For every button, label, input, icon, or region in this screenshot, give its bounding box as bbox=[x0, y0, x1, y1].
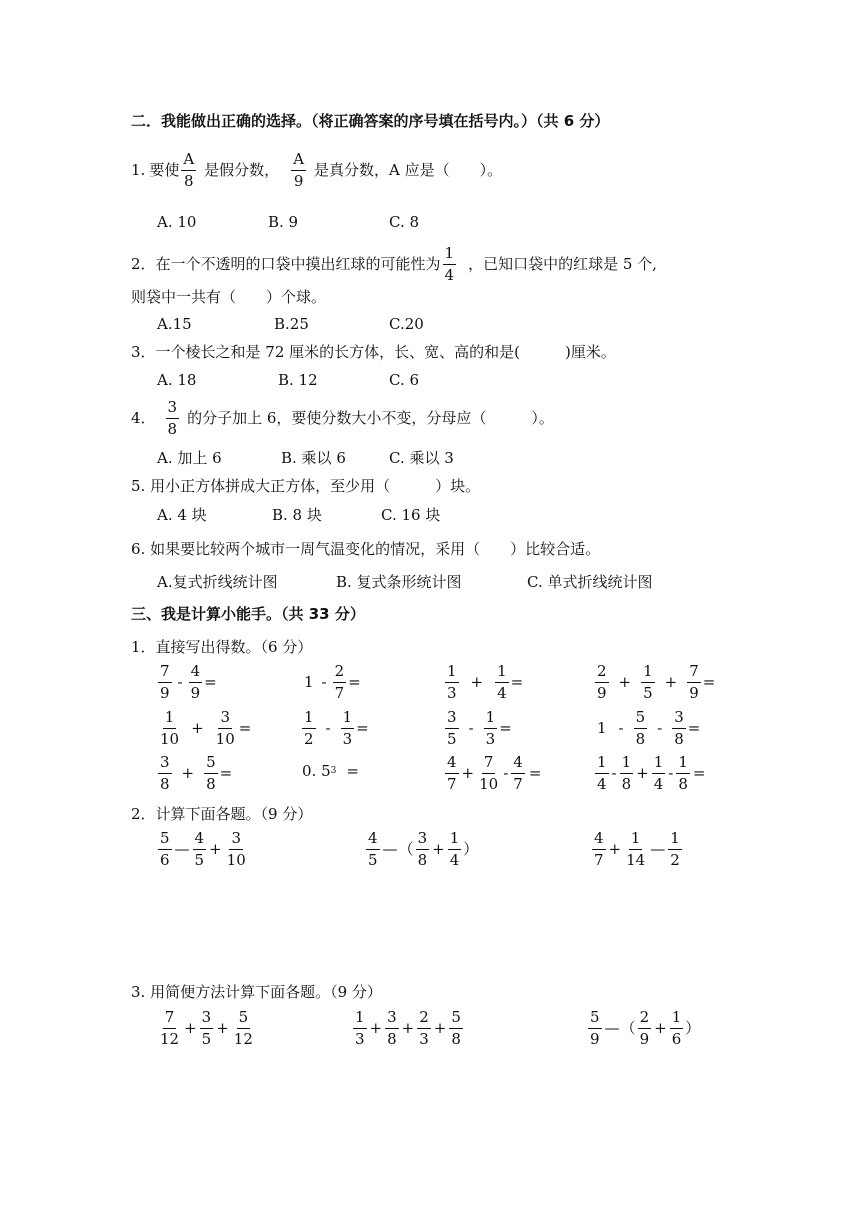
fraction-denominator: 8 bbox=[674, 729, 684, 748]
q3-option-a: A. 18 bbox=[157, 371, 197, 389]
fraction bbox=[158, 664, 172, 702]
fraction-numerator: 5 bbox=[158, 831, 172, 850]
math-operator: + bbox=[433, 1019, 447, 1038]
fraction-denominator: 8 bbox=[167, 419, 178, 438]
math-operator: - bbox=[468, 719, 474, 738]
math-operator: 1 bbox=[597, 719, 607, 738]
math-operator: = bbox=[348, 673, 361, 692]
fraction bbox=[158, 1010, 181, 1048]
fraction-denominator: 10 bbox=[160, 729, 180, 748]
fraction-denominator: 10 bbox=[215, 729, 235, 748]
question-2-line-2: 则袋中一共有（ ）个球。 bbox=[131, 288, 327, 306]
fraction-numerator: 3 bbox=[416, 831, 430, 850]
math-operator: + bbox=[654, 1019, 667, 1038]
math-operator: + bbox=[401, 1019, 415, 1038]
fraction-numerator: 1 bbox=[676, 755, 690, 774]
fraction bbox=[200, 1010, 214, 1048]
fraction-numerator: 1 bbox=[652, 755, 666, 774]
fraction-denominator: 8 bbox=[678, 774, 688, 793]
fraction-numerator: 1 bbox=[495, 664, 509, 683]
math-operator: + bbox=[618, 673, 632, 692]
q1-option-c: C. 8 bbox=[389, 213, 420, 231]
q5-option-a: A. 4 块 bbox=[157, 506, 207, 524]
fraction-denominator: 3 bbox=[447, 683, 457, 702]
fraction-numerator: 1 bbox=[670, 1010, 684, 1029]
fraction-denominator: 9 bbox=[293, 171, 304, 190]
fraction-numerator: 5 bbox=[204, 755, 218, 774]
fraction-numerator: 2 bbox=[417, 1010, 431, 1029]
q1-option-a: A. 10 bbox=[157, 213, 197, 231]
math-operator: - bbox=[657, 719, 663, 738]
question-text: ，已知口袋中的红球是 5 个, bbox=[468, 255, 657, 274]
fraction-numerator: 7 bbox=[163, 1010, 177, 1029]
q2-option-b: B.25 bbox=[274, 315, 309, 333]
fraction-denominator: 9 bbox=[190, 683, 201, 702]
calc-2-3 bbox=[443, 710, 512, 748]
question-number: 4． bbox=[131, 409, 156, 428]
math-operator: - bbox=[668, 764, 674, 783]
fraction bbox=[672, 710, 686, 748]
calc-p2-3 bbox=[590, 831, 684, 869]
fraction-denominator: 8 bbox=[635, 729, 646, 748]
fraction-numerator: 4 bbox=[189, 664, 203, 683]
math-operator: — bbox=[604, 1019, 620, 1038]
fraction bbox=[445, 710, 459, 748]
fraction-1-over-4 bbox=[443, 246, 457, 284]
fraction-numerator: 1 bbox=[443, 246, 457, 265]
fraction-numerator: 1 bbox=[668, 831, 682, 850]
fraction-denominator: 8 bbox=[160, 774, 170, 793]
math-operator: = bbox=[356, 719, 369, 738]
math-operator: + bbox=[664, 673, 678, 692]
fraction-numerator: 7 bbox=[158, 664, 172, 683]
fraction bbox=[588, 1010, 602, 1048]
fraction-numerator: 1 bbox=[448, 831, 462, 850]
fraction-numerator: 1 bbox=[353, 1010, 367, 1029]
fraction-denominator: 4 bbox=[653, 774, 664, 793]
fraction-denominator: 5 bbox=[643, 683, 653, 702]
question-text: 要使 bbox=[149, 161, 180, 180]
calc-p3-2 bbox=[351, 1010, 465, 1048]
fraction bbox=[204, 755, 218, 793]
fraction bbox=[592, 831, 606, 869]
q5-option-c: C. 16 块 bbox=[381, 506, 441, 524]
fraction-numerator: 7 bbox=[687, 664, 701, 683]
fraction-denominator: 4 bbox=[444, 265, 455, 284]
fraction bbox=[495, 664, 509, 702]
fraction bbox=[624, 831, 647, 869]
math-operator: - bbox=[325, 719, 331, 738]
q1-option-b: B. 9 bbox=[268, 213, 299, 231]
fraction-denominator: 12 bbox=[160, 1029, 180, 1048]
fraction-denominator: 4 bbox=[597, 774, 607, 793]
question-1 bbox=[131, 152, 502, 190]
calc-p3-1 bbox=[156, 1010, 257, 1048]
math-operator: + bbox=[181, 764, 195, 783]
fraction bbox=[353, 1010, 367, 1048]
math-operator: = bbox=[204, 673, 217, 692]
fraction-denominator: 9 bbox=[597, 683, 607, 702]
question-6: 6. 如果要比较两个城市一周气温变化的情况，采用（ ）比较合适。 bbox=[131, 540, 601, 558]
calc-p3-3 bbox=[586, 1010, 700, 1048]
question-4 bbox=[131, 400, 554, 438]
fraction-denominator: 8 bbox=[451, 1029, 461, 1048]
fraction bbox=[366, 831, 380, 869]
fraction bbox=[341, 710, 355, 748]
fraction bbox=[214, 710, 237, 748]
calc-2-2 bbox=[300, 710, 369, 748]
fraction-denominator: 9 bbox=[639, 1029, 650, 1048]
calc-3-3 bbox=[443, 755, 543, 793]
calc-1-1 bbox=[156, 664, 217, 702]
math-operator: + bbox=[216, 1019, 229, 1038]
math-operator: 3 bbox=[330, 766, 337, 776]
fraction-numerator: 5 bbox=[237, 1010, 251, 1029]
calc-1-2 bbox=[304, 664, 361, 702]
fraction-denominator: 9 bbox=[689, 683, 699, 702]
part-2-title: 2．计算下面各题。（9 分） bbox=[131, 805, 313, 823]
fraction-3-over-8 bbox=[166, 400, 180, 438]
math-operator: + bbox=[191, 719, 204, 738]
section-3-title: 三、我是计算小能手。（共 33 分） bbox=[131, 605, 365, 623]
calc-p2-1 bbox=[156, 831, 250, 869]
math-operator: + bbox=[636, 764, 649, 783]
math-operator: + bbox=[608, 840, 622, 859]
q4-option-a: A. 加上 6 bbox=[157, 449, 222, 467]
fraction-denominator: 9 bbox=[590, 1029, 600, 1048]
fraction-numerator: 1 bbox=[163, 710, 177, 729]
fraction-numerator: 3 bbox=[200, 1010, 214, 1029]
fraction-numerator: 5 bbox=[449, 1010, 463, 1029]
calc-1-3 bbox=[443, 664, 523, 702]
fraction-denominator: 3 bbox=[419, 1029, 429, 1048]
fraction-numerator: 3 bbox=[672, 710, 686, 729]
fraction-numerator: 3 bbox=[445, 710, 459, 729]
fraction-numerator: 4 bbox=[193, 831, 207, 850]
fraction bbox=[687, 664, 701, 702]
fraction-numerator: 3 bbox=[385, 1010, 399, 1029]
fraction bbox=[333, 664, 347, 702]
fraction bbox=[620, 755, 634, 793]
fraction bbox=[385, 1010, 399, 1048]
fraction bbox=[638, 1010, 652, 1048]
fraction-numerator: 1 bbox=[595, 755, 609, 774]
math-operator: - bbox=[321, 673, 327, 692]
fraction-numerator: 3 bbox=[218, 710, 232, 729]
math-operator: = bbox=[692, 764, 706, 783]
fraction bbox=[676, 755, 690, 793]
q4-option-c: C. 乘以 3 bbox=[389, 449, 454, 467]
fraction-denominator: 5 bbox=[368, 850, 378, 869]
math-operator: + bbox=[184, 1019, 197, 1038]
fraction-a-over-9 bbox=[291, 152, 306, 190]
fraction-numerator: 1 bbox=[641, 664, 655, 683]
fraction bbox=[158, 755, 172, 793]
q2-option-a: A.15 bbox=[157, 315, 192, 333]
question-text: 是真分数，A 应是（ ）。 bbox=[314, 161, 503, 180]
calc-3-2: 0. 5 3 = bbox=[302, 762, 359, 780]
fraction-denominator: 8 bbox=[387, 1029, 397, 1048]
math-operator: + bbox=[209, 840, 222, 859]
math-operator: - bbox=[177, 673, 183, 692]
question-3: 3．一个棱长之和是 72 厘米的长方体，长、宽、高的和是( )厘米。 bbox=[131, 343, 616, 361]
fraction-denominator: 7 bbox=[594, 850, 604, 869]
math-operator: = bbox=[499, 719, 512, 738]
fraction bbox=[225, 831, 248, 869]
fraction bbox=[595, 664, 609, 702]
fraction-numerator: 3 bbox=[166, 400, 180, 419]
fraction-denominator: 8 bbox=[621, 774, 632, 793]
fraction-denominator: 3 bbox=[355, 1029, 365, 1048]
fraction bbox=[189, 664, 203, 702]
fraction-numerator: 4 bbox=[592, 831, 606, 850]
fraction-numerator: 5 bbox=[588, 1010, 602, 1029]
fraction-denominator: 5 bbox=[447, 729, 457, 748]
fraction-denominator: 7 bbox=[447, 774, 457, 793]
fraction bbox=[158, 710, 181, 748]
question-5: 5. 用小正方体拼成大正方体，至少用（ ）块。 bbox=[131, 477, 481, 495]
question-text: 的分子加上 6，要使分数大小不变，分母应（ ）。 bbox=[187, 409, 554, 428]
fraction-denominator: 3 bbox=[342, 729, 353, 748]
math-operator: = bbox=[687, 719, 701, 738]
fraction-denominator: 10 bbox=[479, 774, 499, 793]
math-operator: - bbox=[611, 764, 617, 783]
fraction bbox=[416, 831, 430, 869]
fraction bbox=[477, 755, 500, 793]
fraction-numerator: 2 bbox=[638, 1010, 652, 1029]
q6-option-a: A.复式折线统计图 bbox=[157, 573, 278, 591]
math-operator: （ bbox=[398, 840, 414, 859]
fraction-numerator: 7 bbox=[482, 755, 496, 774]
math-operator: — bbox=[174, 840, 190, 859]
fraction bbox=[445, 664, 459, 702]
fraction bbox=[448, 831, 462, 869]
fraction bbox=[652, 755, 666, 793]
fraction-numerator: 3 bbox=[229, 831, 243, 850]
fraction-a-over-8 bbox=[181, 152, 196, 190]
fraction-denominator: 7 bbox=[334, 683, 345, 702]
fraction-numerator: 1 bbox=[620, 755, 634, 774]
fraction bbox=[449, 1010, 463, 1048]
fraction-numerator: 2 bbox=[333, 664, 347, 683]
fraction-denominator: 10 bbox=[226, 850, 246, 869]
calc-3-4 bbox=[593, 755, 707, 793]
calc-2-4 bbox=[597, 710, 700, 748]
math-operator: = bbox=[510, 673, 524, 692]
q6-option-b: B. 复式条形统计图 bbox=[336, 573, 462, 591]
part-3-title: 3. 用简便方法计算下面各题。（9 分） bbox=[131, 983, 382, 1001]
math-operator: 1 bbox=[304, 673, 314, 692]
fraction-numerator: 1 bbox=[445, 664, 459, 683]
section-2-title: 二．我能做出正确的选择。（将正确答案的序号填在括号内。）（共 6 分） bbox=[131, 112, 610, 130]
fraction-numerator: 1 bbox=[629, 831, 643, 850]
fraction-numerator: 1 bbox=[302, 710, 316, 729]
fraction-denominator: 7 bbox=[513, 774, 523, 793]
fraction-denominator: 2 bbox=[304, 729, 314, 748]
fraction-numerator: 4 bbox=[445, 755, 459, 774]
question-text: 2．在一个不透明的口袋中摸出红球的可能性为 bbox=[131, 255, 441, 274]
math-operator: = bbox=[702, 673, 716, 692]
calc-1-4 bbox=[593, 664, 715, 702]
fraction bbox=[634, 710, 648, 748]
fraction-denominator: 8 bbox=[206, 774, 216, 793]
fraction-denominator: 8 bbox=[183, 171, 194, 190]
q5-option-b: B. 8 块 bbox=[272, 506, 322, 524]
fraction-numerator: 5 bbox=[634, 710, 648, 729]
question-2 bbox=[131, 246, 657, 284]
calc-2-1 bbox=[156, 710, 251, 748]
fraction bbox=[193, 831, 207, 869]
fraction bbox=[302, 710, 316, 748]
q4-option-b: B. 乘以 6 bbox=[281, 449, 346, 467]
fraction-denominator: 9 bbox=[160, 683, 170, 702]
math-operator: — bbox=[650, 840, 666, 859]
fraction-denominator: 14 bbox=[626, 850, 646, 869]
fraction bbox=[232, 1010, 255, 1048]
fraction bbox=[595, 755, 609, 793]
math-operator: + bbox=[369, 1019, 383, 1038]
math-operator: + bbox=[470, 673, 484, 692]
fraction-denominator: 6 bbox=[671, 1029, 682, 1048]
fraction-numerator: 4 bbox=[511, 755, 525, 774]
q2-option-c: C.20 bbox=[389, 315, 424, 333]
math-operator: = bbox=[238, 719, 252, 738]
fraction bbox=[668, 831, 682, 869]
fraction-numerator: A bbox=[291, 152, 306, 171]
calc-3-1 bbox=[156, 755, 232, 793]
q6-option-c: C. 单式折线统计图 bbox=[527, 573, 653, 591]
fraction-denominator: 3 bbox=[485, 729, 496, 748]
fraction-denominator: 4 bbox=[449, 850, 460, 869]
fraction-denominator: 8 bbox=[417, 850, 428, 869]
fraction-numerator: 4 bbox=[366, 831, 380, 850]
fraction-numerator: 3 bbox=[158, 755, 172, 774]
question-number: 1. bbox=[131, 161, 146, 180]
fraction-denominator: 2 bbox=[670, 850, 680, 869]
fraction bbox=[445, 755, 459, 793]
q3-option-b: B. 12 bbox=[278, 371, 318, 389]
fraction bbox=[484, 710, 498, 748]
math-operator: ） bbox=[463, 840, 479, 859]
fraction bbox=[417, 1010, 431, 1048]
fraction-denominator: 5 bbox=[194, 850, 205, 869]
fraction-numerator: A bbox=[181, 152, 196, 171]
math-operator: - bbox=[618, 719, 624, 738]
fraction bbox=[641, 664, 655, 702]
math-operator: + bbox=[461, 764, 475, 783]
math-operator: ） bbox=[685, 1019, 701, 1038]
fraction-numerator: 1 bbox=[341, 710, 355, 729]
fraction-denominator: 12 bbox=[233, 1029, 253, 1048]
math-operator: = bbox=[219, 764, 233, 783]
q3-option-c: C. 6 bbox=[389, 371, 420, 389]
math-operator: = bbox=[528, 764, 542, 783]
fraction-numerator: 2 bbox=[595, 664, 609, 683]
fraction-denominator: 4 bbox=[497, 683, 507, 702]
question-text: 是假分数， bbox=[204, 161, 280, 180]
part-1-title: 1．直接写出得数。（6 分） bbox=[131, 638, 313, 656]
calc-p2-2 bbox=[364, 831, 478, 869]
fraction-numerator: 1 bbox=[484, 710, 498, 729]
fraction-denominator: 5 bbox=[201, 1029, 212, 1048]
fraction bbox=[158, 831, 172, 869]
math-operator: （ bbox=[620, 1019, 636, 1038]
math-operator: - bbox=[503, 764, 509, 783]
fraction bbox=[670, 1010, 684, 1048]
fraction bbox=[511, 755, 525, 793]
math-operator: + bbox=[432, 840, 445, 859]
math-operator: — bbox=[382, 840, 398, 859]
fraction-denominator: 6 bbox=[160, 850, 170, 869]
